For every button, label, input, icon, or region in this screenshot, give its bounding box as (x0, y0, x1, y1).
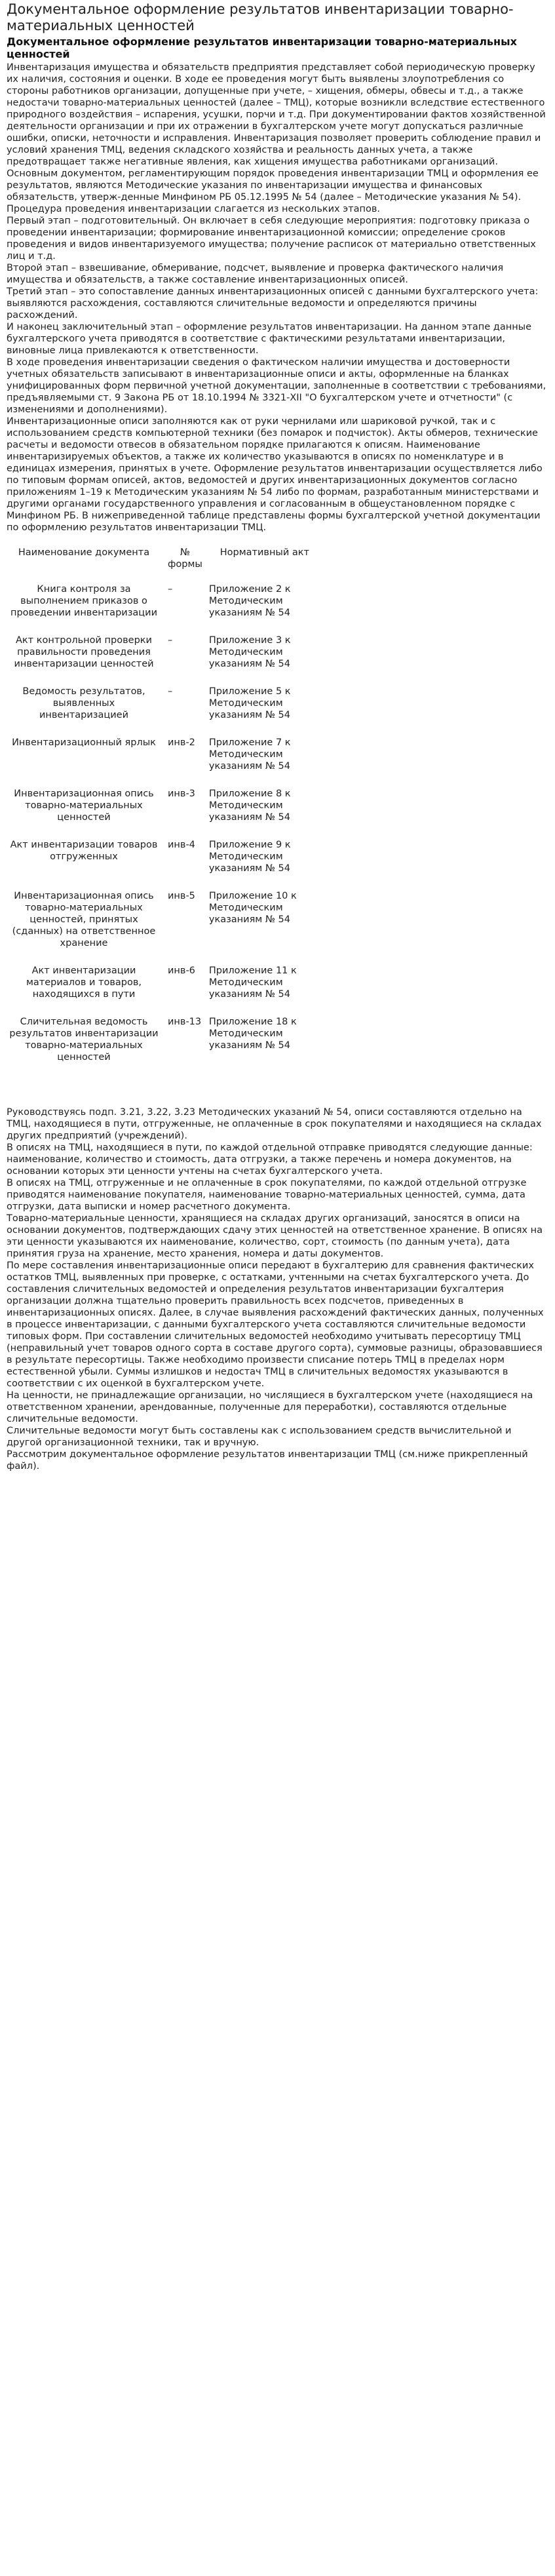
table-row (8, 1016, 320, 1079)
paragraph: Руководствуясь подп. 3.21, 3.22, 3.23 Методических указаний № 54, описи составляются отдельно на ТМЦ, находящиеся в пути, отгруженные, не оплаченные в срок покупателями и находящиеся на складах других предприятий (учреждений). (7, 1107, 542, 1141)
paragraph: Сличительные ведомости могут быть составлены как с использованием средств вычислительной и другой организационной техники, так и вручную. (7, 1426, 512, 1448)
table-row (8, 686, 320, 737)
header-document-name: Наименование документа (18, 547, 150, 558)
paragraph: Инвентаризация имущества и обязательств предприятия представляет собой периодическую проверку их наличия, состояния и оценки. В ходе ее проведения могут быть выявлены злоупотребления со стороны работников организации, допущенные при учете, – хищения, обмеры, обвесы и т.д., а также недостачи товарно-материальных ценностей (далее – ТМЦ), которые возникли вследствие естественного природного воздействия – испарения, усушки, порчи и т.д. При документировании фактов хозяйственной деятельности организации и при их отражении в бухгалтерском учете могут допускаться различные ошибки, описки, неточности и исправления. Инвентаризация позволяет проверить соблюдение правил и условий хранения ТМЦ, ведения складского хозяйства и реальность данных учета, а также предотвращает также негативные явления, как хищения имущества работниками организаций. (7, 62, 546, 167)
cell-normative-act: Приложение 2 к Методическим указаниям № 54 (208, 584, 291, 618)
paragraph: В описях на ТМЦ, отгруженные и не оплаченные в срок покупателями, по каждой отдельной отгрузке приводятся наименование покупателя, наименование товарно-материальных ценностей, сумма, дата отгрузки, дата выписки и номер расчетного документа. (7, 1178, 527, 1212)
table-header-row (8, 547, 320, 583)
cell-normative-act: Приложение 5 к Методическим указаниям № 54 (208, 686, 291, 720)
paragraph: На ценности, не принадлежащие организации, но числящиеся в бухгалтерском учете (находящиеся на ответственном хранении, арендованные, полученные для переработки), составляются отдельные сличительные ведомости. (7, 1390, 533, 1424)
cell-document-name: Инвентаризационная опись товарно-материальных ценностей, принятых (сданных) на ответственное хранение (12, 891, 156, 948)
cell-form-number: инв-4 (168, 840, 195, 850)
paragraph: Процедура проведения инвентаризации слагается из нескольких этапов. (7, 204, 381, 214)
cell-document-name: Сличительная ведомость результатов инвентаризации товарно-материальных ценностей (9, 1017, 159, 1063)
paragraph: В ходе проведения инвентаризации сведения о фактическом наличии имущества и достоверности учетных обязательств записывают в инвентаризационные описи и акты, оформленные на бланках унифицированных форм первичной учетной документации, заполненные в соответствии с требованиями, предъявляемыми ст. 9 Закона РБ от 18.10.1994 № 3321-XII "О бухгалтерском учете и отчетности" (с изменениями и дополнениями). (7, 357, 546, 415)
table-row (8, 634, 320, 686)
cell-document-name: Акт инвентаризации материалов и товаров, находящихся в пути (26, 966, 142, 1000)
header-normative-act: Нормативный акт (220, 547, 309, 558)
cell-form-number: инв-3 (168, 789, 195, 799)
cell-normative-act: Приложение 3 к Методическим указаниям № 54 (208, 635, 291, 669)
cell-normative-act: Приложение 11 к Методическим указаниям № 54 (208, 966, 297, 1000)
cell-form-number: – (168, 686, 173, 697)
paragraph: Товарно-материальные ценности, хранящиеся на складах других организаций, заносятся в описи на основании документов, подтверждающих сдачу этих ценностей на ответственное хранение. В описях на эти ценности указываются их наименование, количество, сорт, стоимость (по данным учета), дата принятия груза на хранение, место хранения, номера и даты документов. (7, 1213, 543, 1259)
paragraph: Второй этап – взвешивание, обмеривание, подсчет, выявление и проверка фактического наличия имущества и обязательств, а также составление инвентаризационных описей. (7, 263, 504, 285)
forms-table (8, 547, 320, 1079)
paragraph: Основным документом, регламентирующим порядок проведения инвентаризации ТМЦ и оформления ее результатов, являются Методические указания по инвентаризации имущества и финансовых обязательств, утверж-денные Минфином РБ 05.12.1995 № 54 (далее – Методические указания № 54). (7, 168, 539, 203)
paragraph: И наконец заключительный этап – оформление результатов инвентаризации. На данном этапе данные бухгалтерского учета приводятся в соответствие с фактическими результатами инвентаризации, виновные лица привлекаются к ответственности. (7, 322, 532, 356)
cell-normative-act: Приложение 7 к Методическим указаниям № 54 (208, 737, 291, 771)
page-title: Документальное оформление результатов инвентаризации товарно-материальных ценностей (7, 1, 514, 33)
table-row (8, 788, 320, 839)
cell-form-number: инв-13 (168, 1017, 202, 1027)
cell-normative-act: Приложение 18 к Методическим указаниям № 54 (208, 1017, 297, 1051)
table-row (8, 965, 320, 1016)
cell-document-name: Инвентаризационный ярлык (12, 737, 156, 748)
cell-normative-act: Приложение 8 к Методическим указаниям № 54 (208, 789, 291, 823)
cell-document-name: Ведомость результатов, выявленных инвентаризацией (22, 686, 145, 720)
paragraph: Инвентаризационные описи заполняются как от руки чернилами или шариковой ручкой, так и с использованием средств компьютерной техники (без помарок и подчисток). Акты обмеров, технические расчеты и ведомости отвесов в обязательном порядке прилагаются к описям. Наименование инвентаризируемых объектов, а также их количество указываются в описях по номенклатуре и в единицах измерения, принятых в учете. Оформление результатов инвентаризации осуществляется либо по типовым формам описей, актов, ведомостей и других инвентаризационных документов согласно приложениям 1–19 к Методическим указаниям № 54 либо по формам, разработанным министерствами и другими органами государственного управления и согласованным в общеустановленном порядке с Минфином РБ. В нижеприведенной таблице представлены формы бухгалтерской учетной документации по оформлению результатов инвентаризации ТМЦ. (7, 416, 543, 533)
cell-document-name: Инвентаризационная опись товарно-материальных ценностей (14, 789, 154, 823)
table-row (8, 890, 320, 965)
paragraph: По мере составления инвентаризационные описи передают в бухгалтерию для сравнения фактических остатков ТМЦ, выявленных при проверке, с остатками, учтенными на счетах бухгалтерского учета. До составления сличительных ведомостей и определения результатов инвентаризации бухгалтерия организации должна тщательно проверить правильность всех подсчетов, приведенных в инвентаризационных описях. Далее, в случае выявления расхождений фактических данных, полученных в процессе инвентаризации, с данными бухгалтерского учета составляются сличительные ведомости типовых форм. При составлении сличительных ведомостей необходимо учитывать пересортицу ТМЦ (неправильный учет товаров одного сорта в составе другого сорта), суммовые разницы, образовавшиеся в результате пересортицы. Также необходимо произвести списание потерь ТМЦ в пределах норм естественной убыли. Суммы излишков и недостач ТМЦ в сличительных ведомостях указываются в соответствии с их оценкой в бухгалтерском учете. (7, 1260, 544, 1389)
cell-normative-act: Приложение 9 к Методическим указаниям № 54 (208, 840, 291, 874)
cell-document-name: Акт контрольной проверки правильности проведения инвентаризации ценностей (14, 635, 154, 669)
intro-text (7, 62, 548, 534)
cell-normative-act: Приложение 10 к Методическим указаниям № 54 (208, 891, 297, 925)
closing-text (7, 1106, 548, 1472)
table-row (8, 737, 320, 788)
cell-form-number: – (168, 584, 173, 595)
cell-document-name: Акт инвентаризации товаров отгруженных (10, 840, 158, 862)
cell-form-number: инв-5 (168, 891, 195, 901)
table-row (8, 839, 320, 890)
header-form-number: № формы (168, 547, 202, 570)
article-title: Документальное оформление результатов инвентаризации товарно-материальных ценностей (7, 35, 517, 60)
cell-form-number: инв-2 (168, 737, 195, 748)
cell-document-name: Книга контроля за выполнением приказов о проведении инвентаризации (10, 584, 158, 618)
paragraph: В описях на ТМЦ, находящиеся в пути, по каждой отдельной отправке приводятся следующие данные: наименование, количество и стоимость, дата отгрузки, а также перечень и номера документов, на основании которых эти ценности учтены на счетах бухгалтерского учета. (7, 1142, 533, 1177)
paragraph: Первый этап – подготовительный. Он включает в себя следующие мероприятия: подготовку приказа о проведении инвентаризации; формирование инвентаризационной комиссии; определение сроков проведения и видов инвентаризуемого имущества; получение расписок от материально ответственных лиц и т.д. (7, 216, 536, 262)
paragraph: Рассмотрим документальное оформление результатов инвентаризации ТМЦ (см.ниже прикрепленный файл). (7, 1449, 528, 1472)
table-row (8, 583, 320, 634)
paragraph: Третий этап – это сопоставление данных инвентаризационных описей с данными бухгалтерского учета: выявляются расхождения, составляются сличительные ведомости и определяются причины расхождений. (7, 286, 539, 321)
cell-form-number: – (168, 635, 173, 646)
cell-form-number: инв-6 (168, 966, 195, 976)
